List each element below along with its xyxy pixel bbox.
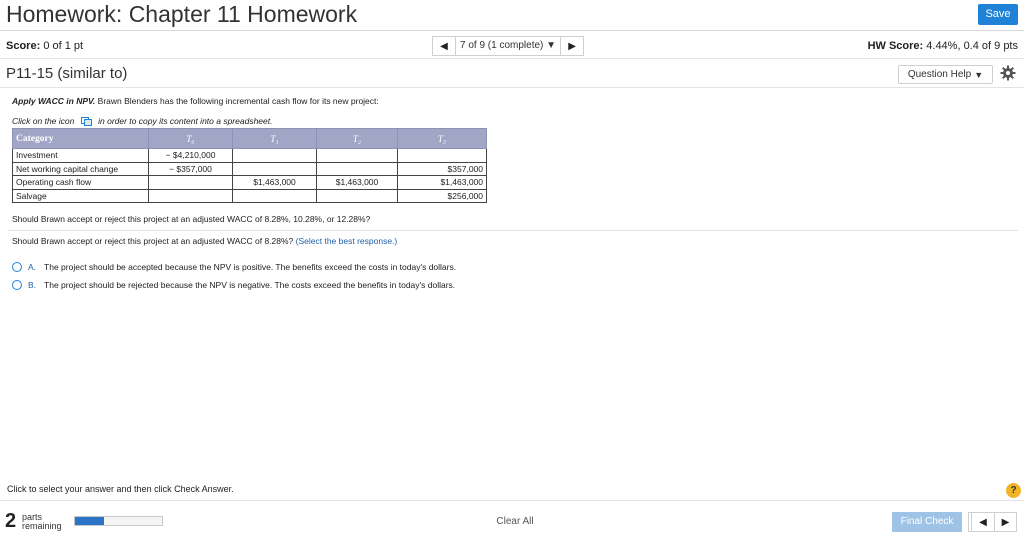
table-cell: $256,000 xyxy=(398,189,487,203)
sub-question-prompt xyxy=(12,236,397,246)
option-text: The project should be rejected because the NPV is negative. The costs exceed the benefits in today's dollars. xyxy=(44,280,456,290)
answer-option-b[interactable] xyxy=(12,280,455,290)
response-hint: (Select the best response.) xyxy=(295,236,398,246)
progress-bar xyxy=(74,516,163,526)
question-intro xyxy=(12,96,379,106)
column-header: T₂ xyxy=(317,129,398,149)
table-row xyxy=(13,162,487,176)
score xyxy=(6,40,83,52)
table-cell xyxy=(317,149,398,163)
question-select[interactable] xyxy=(455,37,561,55)
header-bar xyxy=(0,0,1024,31)
page-title: Homework: Chapter 11 Homework xyxy=(6,1,358,27)
column-header: T₃ xyxy=(398,129,487,149)
table-header-row xyxy=(13,129,487,149)
clear-all-button[interactable]: Clear All xyxy=(496,516,534,527)
arrow-left-icon: ◀ xyxy=(440,40,448,52)
table-cell xyxy=(233,149,317,163)
chevron-down-icon: ▼ xyxy=(546,40,557,51)
column-header: T₁ xyxy=(233,129,317,149)
cash-flow-table xyxy=(12,128,487,203)
save-button[interactable]: Save xyxy=(978,4,1018,25)
table-cell: Net working capital change xyxy=(13,162,149,176)
table-cell xyxy=(317,189,398,203)
table-cell xyxy=(317,162,398,176)
column-header: T₀ xyxy=(149,129,233,149)
question-title: P11-15 (similar to) xyxy=(6,65,128,82)
next-question-button[interactable] xyxy=(561,37,583,55)
hw-score-value: 4.44%, 0.4 of 9 pts xyxy=(926,40,1018,52)
copy-suffix: in order to copy its content into a spreadsheet. xyxy=(98,116,273,126)
copy-prefix: Click on the icon xyxy=(12,116,75,126)
arrow-left-icon: ◀ xyxy=(979,516,987,528)
table-cell: Salvage xyxy=(13,189,149,203)
radio-button[interactable] xyxy=(12,280,22,290)
table-row xyxy=(13,149,487,163)
question-navigator xyxy=(432,36,584,56)
previous-question-button[interactable] xyxy=(433,37,455,55)
arrow-right-icon: ▶ xyxy=(1001,516,1010,528)
footer-bar xyxy=(0,500,1024,543)
table-cell xyxy=(233,189,317,203)
table-cell xyxy=(398,149,487,163)
divider xyxy=(8,230,1018,231)
question-help-label: Question Help xyxy=(907,69,972,80)
question-help-button[interactable] xyxy=(898,65,993,84)
table-cell xyxy=(149,176,233,190)
table-cell: $1,463,000 xyxy=(317,176,398,190)
footer-instruction: Click to select your answer and then click Check Answer. xyxy=(7,484,234,494)
parts-label-line2: remaining xyxy=(22,521,62,531)
parts-label-line1: parts xyxy=(22,512,43,522)
question-prompt: Should Brawn accept or reject this project at an adjusted WACC of 8.28%, 10.28%, or 12.28%? xyxy=(12,214,371,224)
copy-instruction xyxy=(12,116,272,126)
hw-score xyxy=(868,40,1018,52)
table-row xyxy=(13,189,487,203)
question-title-bar xyxy=(0,60,1024,88)
table-cell: Operating cash flow xyxy=(13,176,149,190)
hw-score-label: HW Score: xyxy=(867,40,924,52)
table-cell: $357,000 xyxy=(398,162,487,176)
score-bar xyxy=(0,32,1024,59)
score-label: Score: xyxy=(6,40,41,52)
parts-remaining-count: 2 xyxy=(5,510,17,532)
score-value: 0 of 1 pt xyxy=(43,40,84,52)
table-cell: − $357,000 xyxy=(149,162,233,176)
footer-question-navigator xyxy=(968,512,1017,532)
column-header: Category xyxy=(13,129,149,149)
option-text: The project should be accepted because the NPV is positive. The benefits exceed the costs in today's dollars. xyxy=(44,262,457,272)
radio-button[interactable] xyxy=(12,262,22,272)
answer-option-a[interactable] xyxy=(12,262,456,272)
final-check-button[interactable]: Final Check xyxy=(892,512,962,532)
intro-text: Brawn Blenders has the following incremental cash flow for its new project: xyxy=(97,96,379,106)
table-cell: $1,463,000 xyxy=(233,176,317,190)
table-cell xyxy=(149,189,233,203)
help-icon[interactable]: ? xyxy=(1006,483,1021,498)
table-cell: $1,463,000 xyxy=(398,176,487,190)
sub-question-text: Should Brawn accept or reject this project at an adjusted WACC of 8.28%? xyxy=(12,236,294,246)
table-row xyxy=(13,176,487,190)
table-cell: Investment xyxy=(13,149,149,163)
table-cell: − $4,210,000 xyxy=(149,149,233,163)
copy-spreadsheet-icon[interactable] xyxy=(81,117,92,126)
option-letter: B. xyxy=(28,280,37,290)
previous-question-button[interactable] xyxy=(972,513,994,531)
question-position: 7 of 9 (1 complete) xyxy=(460,40,544,51)
option-letter: A. xyxy=(28,262,37,272)
table-cell xyxy=(233,162,317,176)
progress-fill xyxy=(75,517,104,525)
arrow-right-icon: ▶ xyxy=(568,40,576,52)
parts-remaining-label xyxy=(22,513,62,531)
next-question-button[interactable] xyxy=(994,513,1016,531)
chevron-down-icon: ▼ xyxy=(974,69,984,80)
intro-topic: Apply WACC in NPV. xyxy=(12,96,96,106)
gear-icon[interactable] xyxy=(1000,65,1016,81)
